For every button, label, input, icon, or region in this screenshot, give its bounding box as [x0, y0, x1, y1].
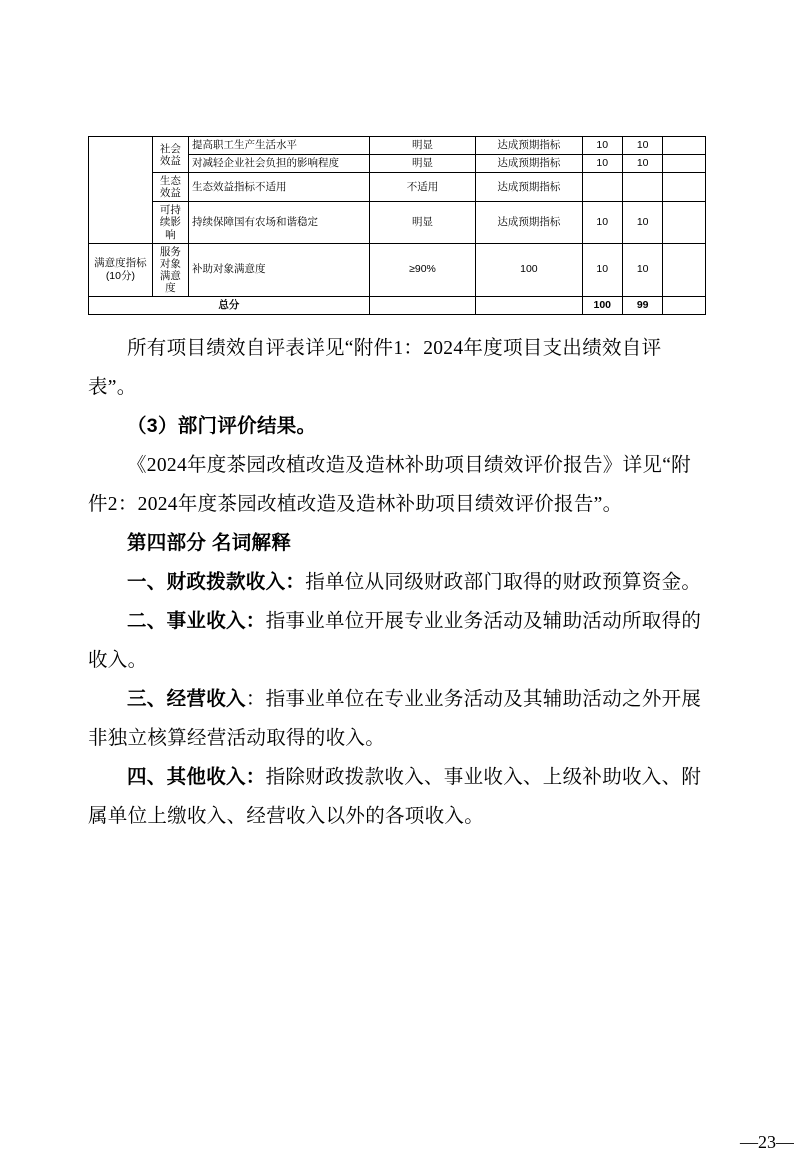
- cell-sub-category: 服务对象满意度: [152, 243, 188, 296]
- cell-actual-value: 100: [476, 243, 582, 296]
- cell-indicator-name: 对减轻企业社会负担的影响程度: [188, 155, 369, 173]
- cell-indicator-name: 补助对象满意度: [188, 243, 369, 296]
- cell-remark: [663, 137, 706, 155]
- cell-total-blank-2: [476, 296, 582, 314]
- page-number: —23—: [740, 1132, 794, 1152]
- table-row: [89, 137, 706, 155]
- cell-total-remark: [663, 296, 706, 314]
- cell-score-got: 10: [622, 243, 662, 296]
- page-content: [88, 136, 794, 1152]
- cell-remark: [663, 202, 706, 243]
- cell-target-value: 不适用: [369, 173, 475, 202]
- heading-dept-evaluation-result: （3）部门评价结果。: [127, 414, 317, 437]
- cell-total-blank-1: [369, 296, 475, 314]
- cell-group-category: 满意度指标(10分): [89, 243, 153, 296]
- paragraph-term-2: [88, 602, 706, 680]
- cell-target-value: 明显: [369, 137, 475, 155]
- cell-actual-value: 达成预期指标: [476, 155, 582, 173]
- cell-sub-category: 社会效益: [152, 137, 188, 173]
- table-row: [89, 173, 706, 202]
- table-total-row: [89, 296, 706, 314]
- term-1-label: 一、财政拨款收入：: [127, 570, 306, 593]
- performance-table: [88, 136, 706, 315]
- cell-total-score-got: 99: [622, 296, 662, 314]
- cell-remark: [663, 173, 706, 202]
- cell-group-blank: [89, 137, 153, 244]
- cell-target-value: 明显: [369, 155, 475, 173]
- paragraph-term-3: [88, 680, 706, 758]
- cell-sub-category: 生态效益: [152, 173, 188, 202]
- cell-score-full: [582, 173, 622, 202]
- cell-total-score-full: 100: [582, 296, 622, 314]
- table-row: [89, 243, 706, 296]
- cell-actual-value: 达成预期指标: [476, 202, 582, 243]
- cell-indicator-name: 生态效益指标不适用: [188, 173, 369, 202]
- cell-target-value: 明显: [369, 202, 475, 243]
- term-2-text: 指事业单位开展专业业务活动及辅助活动所取得的收入。: [88, 610, 702, 671]
- cell-score-got: 10: [622, 202, 662, 243]
- table-row: [89, 202, 706, 243]
- term-3-label: 三、经营收入: [127, 687, 246, 710]
- cell-score-full: 10: [582, 137, 622, 155]
- paragraph-evaluation-report: 《2024年度茶园改植改造及造林补助项目绩效评价报告》详见“附件2：2024年度茶园改植改造及造林补助项目绩效评价报告”。: [88, 454, 691, 515]
- paragraph-self-eval-note: 所有项目绩效自评表详见“附件1：2024年度项目支出绩效自评表”。: [88, 337, 662, 398]
- cell-remark: [663, 155, 706, 173]
- cell-score-got: 10: [622, 137, 662, 155]
- cell-total-label: 总分: [89, 296, 370, 314]
- cell-actual-value: 达成预期指标: [476, 173, 582, 202]
- heading-part-four: 第四部分 名词解释: [127, 531, 292, 554]
- cell-actual-value: 达成预期指标: [476, 137, 582, 155]
- cell-score-got: [622, 173, 662, 202]
- cell-indicator-name: 持续保障国有农场和谐稳定: [188, 202, 369, 243]
- term-2-label: 二、事业收入：: [127, 609, 266, 632]
- cell-score-full: 10: [582, 155, 622, 173]
- term-3-text: ：指事业单位在专业业务活动及其辅助活动之外开展非独立核算经营活动取得的收入。: [88, 688, 702, 749]
- paragraph-term-4: [88, 758, 706, 836]
- cell-score-full: 10: [582, 202, 622, 243]
- term-4-label: 四、其他收入：: [127, 765, 266, 788]
- cell-target-value: ≥90%: [369, 243, 475, 296]
- term-4-text: 指除财政拨款收入、事业收入、上级补助收入、附属单位上缴收入、经营收入以外的各项收入。: [88, 766, 702, 827]
- cell-remark: [663, 243, 706, 296]
- paragraph-term-1: [88, 563, 706, 602]
- cell-indicator-name: 提高职工生产生活水平: [188, 137, 369, 155]
- cell-score-got: 10: [622, 155, 662, 173]
- cell-sub-category: 可持续影响: [152, 202, 188, 243]
- cell-score-full: 10: [582, 243, 622, 296]
- term-1-text: 指单位从同级财政部门取得的财政预算资金。: [305, 571, 702, 593]
